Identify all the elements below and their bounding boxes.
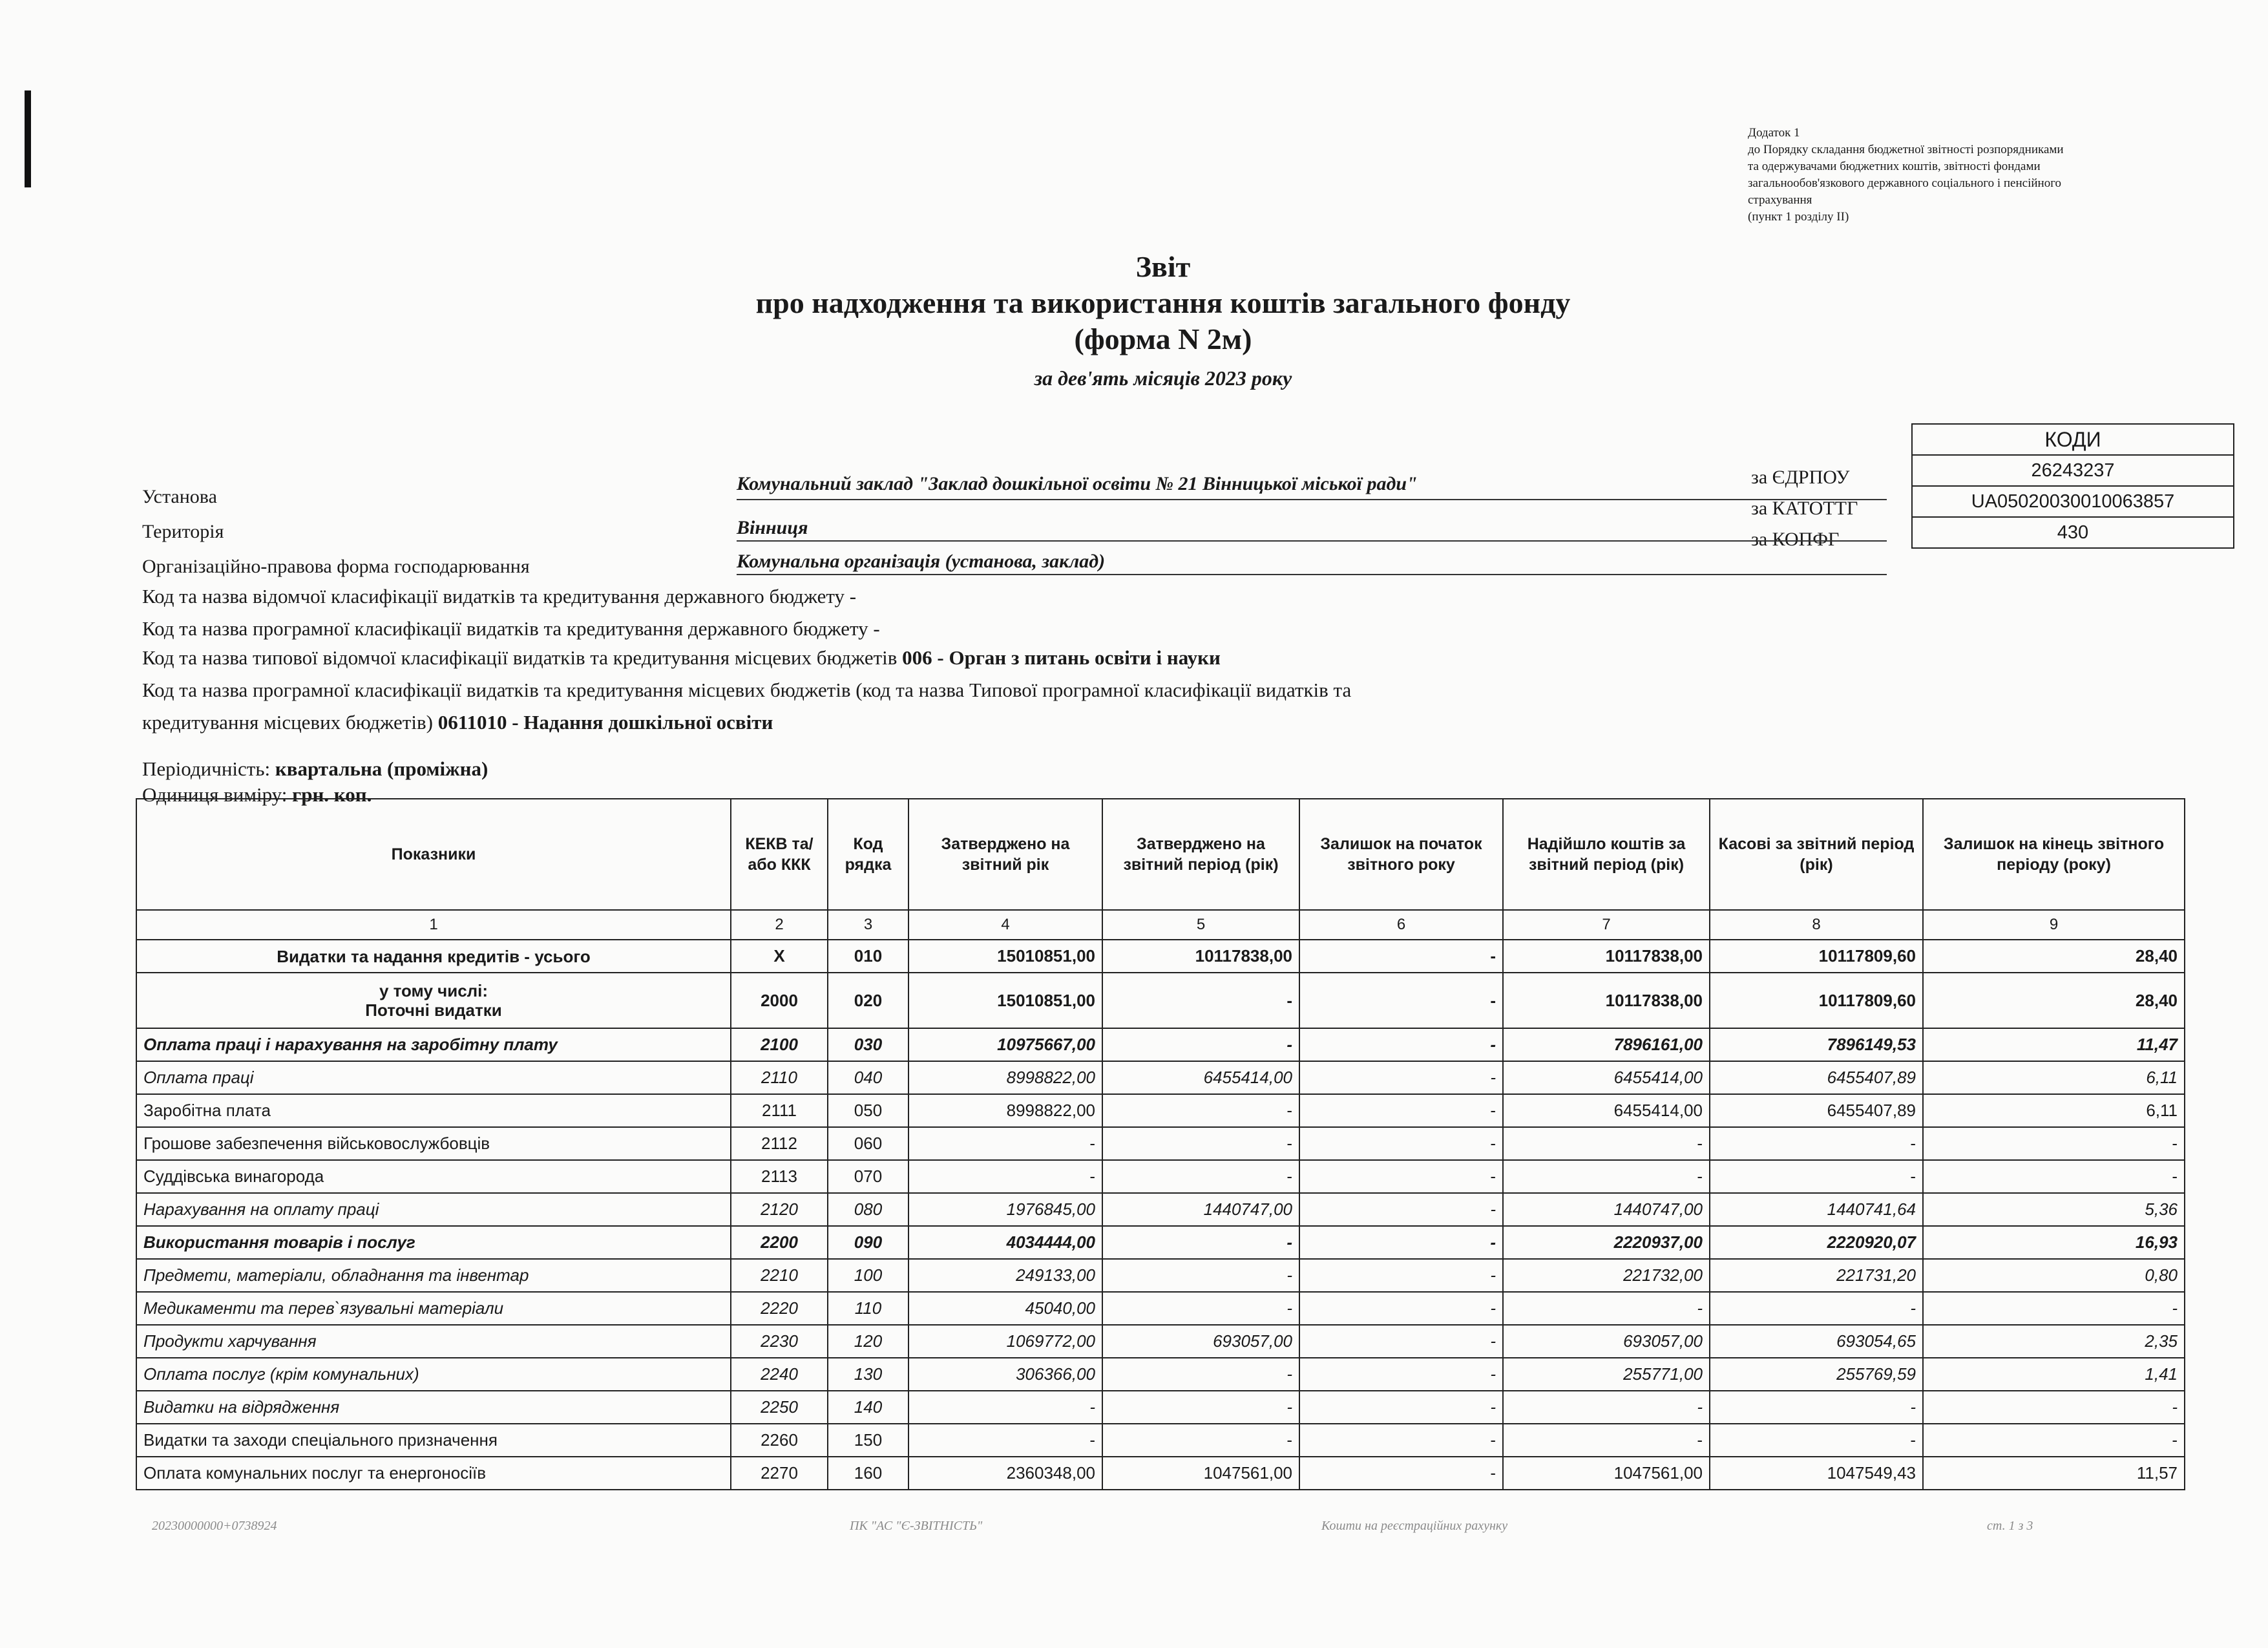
cell-kekv: 2110 [731,1061,828,1094]
row-name-subtext: Поточні видатки [365,1000,502,1020]
table-row [136,1193,2185,1226]
report-period: за дев'ять місяців 2023 року [1034,366,1292,390]
title-line-2: про надходження та використання коштів загального фонду [755,286,1571,319]
table-row [136,1160,2185,1193]
footer-page-number: ст. 1 з 3 [1987,1519,2033,1533]
cell-c5: 1440747,00 [1102,1193,1299,1226]
cell-c6: - [1299,1424,1503,1457]
cell-c8: - [1710,1391,1923,1424]
cell-c6: - [1299,1259,1503,1292]
appendix-line: загальнообов'язкового державного соціального і пенсійного [1748,176,2062,190]
legal-form-label: Організаційно-правова форма господарювання [142,556,530,577]
cell-c7: 255771,00 [1503,1358,1710,1391]
cell-c4: 15010851,00 [908,973,1102,1028]
cell-c8: 6455407,89 [1710,1061,1923,1094]
row-name [136,1226,731,1259]
cell-kekv: X [731,940,828,973]
column-number: 5 [1102,910,1299,940]
cell-code: 040 [828,1061,908,1094]
cell-c5: - [1102,1292,1299,1325]
cell-c7: 10117838,00 [1503,973,1710,1028]
codes-table [1911,423,2234,549]
row-name [136,1193,731,1226]
table-row [136,973,2185,1028]
periodicity-label: Періодичність: [142,757,275,780]
cell-c7: 1440747,00 [1503,1193,1710,1226]
row-name-text: Видатки на відрядження [143,1397,340,1417]
cell-c6: - [1299,1028,1503,1061]
cell-c6: - [1299,1094,1503,1127]
cell-kekv: 2230 [731,1325,828,1358]
cell-kekv: 2240 [731,1358,828,1391]
cell-c7: - [1503,1292,1710,1325]
cell-c8: 1047549,43 [1710,1457,1923,1490]
cell-c6: - [1299,1061,1503,1094]
column-number: 9 [1923,910,2185,940]
cell-kekv: 2270 [731,1457,828,1490]
title-line-1: Звіт [1135,250,1191,283]
cell-c8: - [1710,1127,1923,1160]
cell-c9: - [1923,1424,2185,1457]
table-body [136,940,2185,1490]
periodicity-value: квартальна (проміжна) [275,757,488,780]
kopfg-label: за КОПФГ [1751,529,1840,550]
row-name [136,1358,731,1391]
cell-code: 130 [828,1358,908,1391]
cell-c4: 4034444,00 [908,1226,1102,1259]
cell-c6: - [1299,1325,1503,1358]
unit-label: Одиниця виміру: [142,783,293,806]
cell-c6: - [1299,1193,1503,1226]
territory-underline [737,540,1887,542]
row-name-text: Заробітна плата [143,1101,271,1120]
table-row [136,1292,2185,1325]
row-name-text: Нарахування на оплату праці [143,1199,379,1219]
cell-kekv: 2112 [731,1127,828,1160]
header-cell: Код рядка [828,799,908,910]
cell-c8: 10117809,60 [1710,973,1923,1028]
meta-line-3-text: Код та назва типової відомчої класифікації видатків та кредитування місцевих бюджетів [142,646,903,669]
cell-c5: - [1102,1160,1299,1193]
table-row [136,1127,2185,1160]
cell-c4: 2360348,00 [908,1457,1102,1490]
edrpou-code: 26243237 [1912,455,2234,486]
column-number: 2 [731,910,828,940]
cell-c7: - [1503,1424,1710,1457]
cell-code: 120 [828,1325,908,1358]
cell-c7: 10117838,00 [1503,940,1710,973]
row-name-text: Оплата праці [143,1068,254,1087]
cell-c7: 6455414,00 [1503,1094,1710,1127]
cell-code: 060 [828,1127,908,1160]
cell-code: 140 [828,1391,908,1424]
table-header-row [136,799,2185,910]
cell-c8: 10117809,60 [1710,940,1923,973]
edrpou-label: за ЄДРПОУ [1751,467,1850,488]
header-cell: Показники [136,799,731,910]
row-name-text: Медикаменти та перев`язувальні матеріали [143,1298,504,1318]
cell-c5: 10117838,00 [1102,940,1299,973]
footer-fund: Кошти на реєстраційних рахунку [1321,1519,1508,1533]
row-name-text: Оплата праці і нарахування на заробітну плату [143,1035,558,1054]
cell-c6: - [1299,973,1503,1028]
cell-c4: 8998822,00 [908,1094,1102,1127]
cell-c5: - [1102,1226,1299,1259]
cell-c9: 0,80 [1923,1259,2185,1292]
cell-c9: 6,11 [1923,1094,2185,1127]
appendix-line: (пункт 1 розділу II) [1748,210,1849,224]
appendix-line: страхування [1748,193,1812,207]
cell-code: 030 [828,1028,908,1061]
row-name-text: Грошове забезпечення військовослужбовців [143,1134,490,1153]
cell-kekv: 2220 [731,1292,828,1325]
periodicity-row [142,757,488,781]
meta-line-2: Код та назва програмної класифікації видатків та кредитування державного бюджету - [142,617,880,640]
appendix-line: Додаток 1 [1748,126,1800,140]
header-cell: Касові за звітний період (рік) [1710,799,1923,910]
territory-label: Територія [142,521,224,542]
row-name [136,973,731,1028]
row-name-text: Продукти харчування [143,1331,317,1351]
cell-c9: 6,11 [1923,1061,2185,1094]
cell-kekv: 2260 [731,1424,828,1457]
table-row [136,1226,2185,1259]
meta-line-4: Код та назва програмної класифікації видатків та кредитування місцевих бюджетів (код та назва Типової програмної класифікації видатків та [142,679,1352,701]
header-cell: Затверджено на звітний рік [908,799,1102,910]
appendix-line: до Порядку складання бюджетної звітності розпорядниками [1748,143,2064,156]
table-row [136,940,2185,973]
table-row [136,1325,2185,1358]
column-number: 1 [136,910,731,940]
cell-kekv: 2250 [731,1391,828,1424]
cell-kekv: 2120 [731,1193,828,1226]
cell-code: 010 [828,940,908,973]
institution-row [142,473,1418,508]
cell-c9: 11,57 [1923,1457,2185,1490]
cell-c6: - [1299,1127,1503,1160]
cell-c7: - [1503,1160,1710,1193]
row-name [136,1028,731,1061]
cell-c9: - [1923,1391,2185,1424]
meta-line-3-value: 006 - Орган з питань освіти і науки [902,646,1221,669]
cell-c5: - [1102,1028,1299,1061]
cell-c8: 221731,20 [1710,1259,1923,1292]
meta-line-5-value: 0611010 - Надання дошкільної освіти [437,711,773,734]
row-name [136,1391,731,1424]
cell-c4: 306366,00 [908,1358,1102,1391]
cell-c9: - [1923,1160,2185,1193]
cell-code: 070 [828,1160,908,1193]
cell-c4: - [908,1160,1102,1193]
cell-c7: 2220937,00 [1503,1226,1710,1259]
meta-line-5-text: кредитування місцевих бюджетів) [142,711,438,734]
cell-kekv: 2000 [731,973,828,1028]
cell-c7: 221732,00 [1503,1259,1710,1292]
territory-row [142,517,808,543]
cell-c5: - [1102,973,1299,1028]
cell-c5: - [1102,1094,1299,1127]
cell-c6: - [1299,1160,1503,1193]
cell-kekv: 2210 [731,1259,828,1292]
cell-c6: - [1299,940,1503,973]
cell-c4: - [908,1127,1102,1160]
row-name [136,1094,731,1127]
column-number: 8 [1710,910,1923,940]
header-cell: КЕКВ та/або ККК [731,799,828,910]
meta-line-3 [142,646,1221,670]
cell-c5: 1047561,00 [1102,1457,1299,1490]
cell-kekv: 2100 [731,1028,828,1061]
row-name-text: Видатки та надання кредитів - усього [277,946,591,966]
footer-software: ПК "АС "Є-ЗВІТНІСТЬ" [850,1519,983,1533]
column-number: 4 [908,910,1102,940]
cell-code: 090 [828,1226,908,1259]
row-name-text: Предмети, матеріали, обладнання та інвентар [143,1265,529,1285]
report-title [452,249,1874,390]
cell-c9: 11,47 [1923,1028,2185,1061]
table-row [136,1457,2185,1490]
cell-c6: - [1299,1457,1503,1490]
column-number: 7 [1503,910,1710,940]
cell-c9: 16,93 [1923,1226,2185,1259]
header-cell: Надійшло коштів за звітний період (рік) [1503,799,1710,910]
cell-c7: 693057,00 [1503,1325,1710,1358]
cell-kekv: 2200 [731,1226,828,1259]
column-number: 6 [1299,910,1503,940]
row-name-text: Оплата послуг (крім комунальних) [143,1364,419,1384]
cell-code: 080 [828,1193,908,1226]
cell-c9: - [1923,1127,2185,1160]
row-name [136,940,731,973]
cell-c9: - [1923,1292,2185,1325]
katottg-label: за КАТОТТГ [1751,498,1858,519]
institution-label: Установа [142,486,217,507]
katottg-code: UA05020030010063857 [1912,486,2234,517]
cell-c9: 1,41 [1923,1358,2185,1391]
row-name [136,1424,731,1457]
cell-c5: - [1102,1259,1299,1292]
codes-header: КОДИ [1912,424,2234,455]
header-cell: Залишок на кінець звітного періоду (року) [1923,799,2185,910]
institution-value: Комунальний заклад "Заклад дошкільної освіти № 21 Вінницької міської ради" [737,473,1418,494]
row-name [136,1127,731,1160]
row-name-text: Суддівська винагорода [143,1167,324,1186]
cell-c6: - [1299,1292,1503,1325]
row-name [136,1259,731,1292]
table-row [136,1358,2185,1391]
row-name [136,1457,731,1490]
legal-form-row [142,551,1106,578]
cell-c8: - [1710,1160,1923,1193]
cell-c4: 15010851,00 [908,940,1102,973]
cell-code: 050 [828,1094,908,1127]
cell-c8: 7896149,53 [1710,1028,1923,1061]
cell-c5: - [1102,1391,1299,1424]
cell-c9: 28,40 [1923,940,2185,973]
cell-c7: 6455414,00 [1503,1061,1710,1094]
table-row [136,1094,2185,1127]
cell-c5: - [1102,1127,1299,1160]
row-name [136,1160,731,1193]
cell-code: 150 [828,1424,908,1457]
cell-c5: 693057,00 [1102,1325,1299,1358]
appendix-note [1748,125,2200,226]
cell-c9: 2,35 [1923,1325,2185,1358]
cell-c4: 249133,00 [908,1259,1102,1292]
legal-form-underline [737,574,1887,575]
cell-code: 160 [828,1457,908,1490]
cell-c5: - [1102,1358,1299,1391]
table-row [136,1424,2185,1457]
cell-c7: - [1503,1127,1710,1160]
scan-edge-mark [25,90,31,187]
header-cell: Залишок на початок звітного року [1299,799,1503,910]
cell-code: 100 [828,1259,908,1292]
title-line-3: (форма N 2м) [1074,322,1252,355]
row-name-text: Оплата комунальних послуг та енергоносіїв [143,1463,487,1483]
column-number: 3 [828,910,908,940]
cell-c8: - [1710,1292,1923,1325]
row-name-text: Видатки та заходи спеціального призначення [143,1430,498,1450]
row-name-text: Використання товарів і послуг [143,1232,415,1252]
table-row [136,1061,2185,1094]
cell-c9: 28,40 [1923,973,2185,1028]
cell-c4: 10975667,00 [908,1028,1102,1061]
unit-value: грн. коп. [292,783,372,806]
appendix-line: та одержувачами бюджетних коштів, звітності фондами [1748,160,2041,173]
cell-c7: 1047561,00 [1503,1457,1710,1490]
cell-c6: - [1299,1391,1503,1424]
table-row [136,1391,2185,1424]
cell-c7: 7896161,00 [1503,1028,1710,1061]
cell-kekv: 2111 [731,1094,828,1127]
row-name [136,1292,731,1325]
meta-line-5 [142,711,773,734]
cell-code: 110 [828,1292,908,1325]
cell-c4: - [908,1391,1102,1424]
header-cell: Затверджено на звітний період (рік) [1102,799,1299,910]
cell-c8: 255769,59 [1710,1358,1923,1391]
column-number-row [136,910,2185,940]
cell-c6: - [1299,1226,1503,1259]
cell-c7: - [1503,1391,1710,1424]
cell-c4: 8998822,00 [908,1061,1102,1094]
row-name [136,1325,731,1358]
cell-c4: - [908,1424,1102,1457]
cell-c8: - [1710,1424,1923,1457]
report-table [136,798,2185,1490]
legal-form-value: Комунальна організація (установа, заклад) [737,551,1106,572]
cell-c6: - [1299,1358,1503,1391]
row-name [136,1061,731,1094]
footer-doc-id: 20230000000+0738924 [152,1519,277,1533]
cell-c8: 2220920,07 [1710,1226,1923,1259]
cell-c9: 5,36 [1923,1193,2185,1226]
cell-c4: 1976845,00 [908,1193,1102,1226]
cell-c8: 6455407,89 [1710,1094,1923,1127]
cell-c8: 1440741,64 [1710,1193,1923,1226]
meta-line-1: Код та назва відомчої класифікації видатків та кредитування державного бюджету - [142,585,857,607]
territory-value: Вінниця [737,517,808,538]
cell-c8: 693054,65 [1710,1325,1923,1358]
cell-code: 020 [828,973,908,1028]
cell-c4: 1069772,00 [908,1325,1102,1358]
row-name-text: у тому числі: [379,981,488,1000]
cell-c4: 45040,00 [908,1292,1102,1325]
kopfg-code: 430 [1912,517,2234,548]
institution-underline [737,499,1887,500]
cell-c5: - [1102,1424,1299,1457]
cell-c5: 6455414,00 [1102,1061,1299,1094]
table-row [136,1259,2185,1292]
cell-kekv: 2113 [731,1160,828,1193]
table-row [136,1028,2185,1061]
